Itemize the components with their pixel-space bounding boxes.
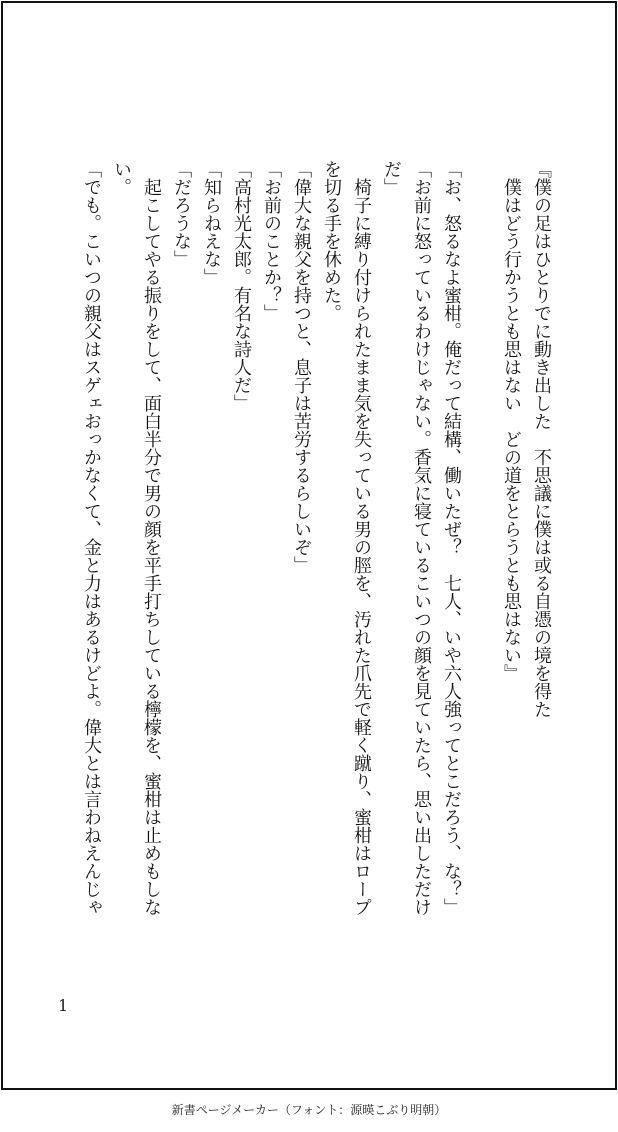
vertical-text-body [46,160,556,920]
page-number: 1 [58,996,69,1015]
text-line: 「高村光太郎。有名な詩人だ」 [231,160,252,412]
footer-caption: 新書ページメーカー（フォント：源暎こぶり明朝） [171,1103,447,1117]
text-line: い。 [111,160,132,196]
text-line: 「偉大な親父を持つと、息子は苦労するらしいぞ」 [291,160,312,574]
text-line: 「お前に怒っているわけじゃない。香気に寝ているこいつの顔を見ていたら、思い出しただけ [411,160,432,916]
text-line: 「知らねえな」 [201,160,222,286]
text-line: を切る手を休めた。 [321,160,342,322]
text-line-blank [466,160,496,920]
text-line: 「お前のことか？」 [261,160,282,322]
text-line: 起こしてやる振りをして、面白半分で男の顔を平手打ちしている檸檬を、蜜柑は止めもしな [141,160,162,916]
text-line: 椅子に縛り付けられたまま気を失っている男の脛を、汚れた爪先で軽く蹴り、蜜柑はロープ [351,160,372,916]
text-line: 「だろうな」 [171,160,192,268]
text-line: 「お、怒るなよ蜜柑。俺だって結構、働いたぜ？ 七人、いや六人強ってとこだろう、な？」 [441,160,462,916]
text-line: 僕はどう行かうとも思はない どの道をとらうとも思はない』 [501,160,522,682]
text-line: 『僕の足はひとりでに動き出した 不思議に僕は或る自憑の境を得た [531,160,552,718]
text-line: だ」 [381,160,402,196]
text-line: 「でも。こいつの親父はスゲェおっかなくて、金と力はあるけどよ。偉大とは言わねえんじゃ [81,160,102,916]
